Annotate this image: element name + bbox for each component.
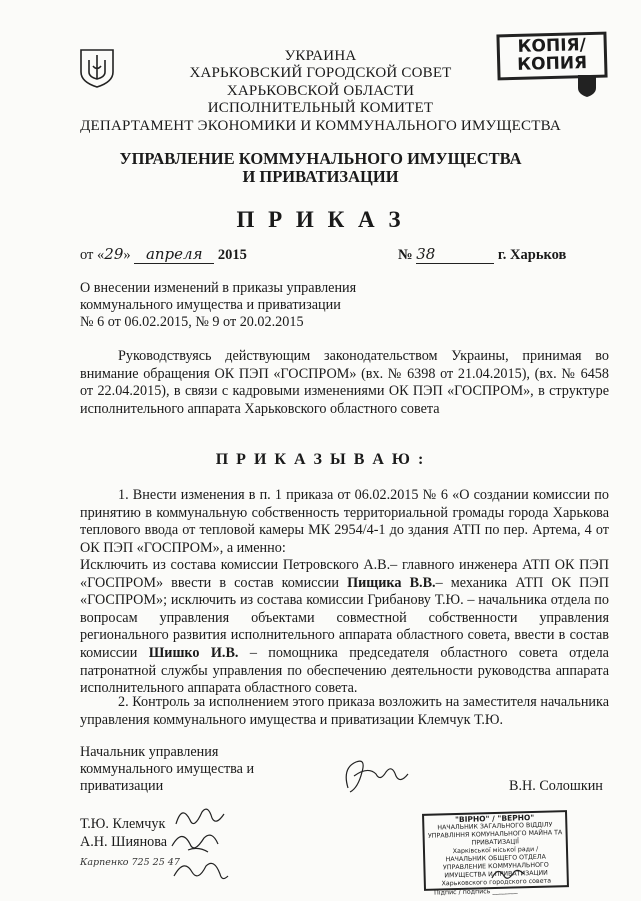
cert-stamp-line6: УПРАВЛЕНИЕ КОММУНАЛЬНОГО ИМУЩЕСТВА И ПРИВАТИЗАЦИИ xyxy=(442,861,549,880)
item1-name-pishchik: Пищика В.В. xyxy=(347,574,436,591)
header-ukraine: УКРАИНА xyxy=(284,48,357,64)
order-city: г. Харьков xyxy=(497,247,567,263)
head-signature xyxy=(338,752,410,798)
approver-klemchuk: Т.Ю. Клемчук xyxy=(80,816,166,832)
item1-intro: 1. Внести изменения в п. 1 приказа от 06.02.2015 № 6 «О создании комиссии по принятию в коммунальную собственность территориальной громады города Харькова теплового ввода от тепловой камеры МК 2954/4-1 до здания АТП по пер. Артема, 4 от ОК ПЭП «ГОСПРОМ», а именно: xyxy=(80,487,609,556)
order-number-line xyxy=(398,245,566,264)
date-line xyxy=(80,245,247,264)
cert-stamp-sign: Підпис / подпись ________ xyxy=(434,887,518,897)
item1-name-shishko: Шишко И.В. xyxy=(148,644,239,661)
department-title-line2: И ПРИВАТИЗАЦИИ xyxy=(242,167,399,186)
approver-shiyanova: А.Н. Шиянова xyxy=(80,834,168,850)
executor-note: Карпенко 725 25 47 xyxy=(80,857,180,868)
subject-line2: коммунального имущества и приватизации xyxy=(80,297,341,313)
signatory-name: В.Н. Солошкин xyxy=(509,778,603,794)
cert-stamp-line1: "ВІРНО" / "ВЕРНО" xyxy=(454,812,535,825)
item1-part1: Исключить из состава комиссии Петровского А.В.– главного инженера АТП ОК ПЭП «ГОСПРОМ» ввести в состав комиссии xyxy=(80,557,609,591)
header-executive-committee: ИСПОЛНИТЕЛЬНЫЙ КОМИТЕТ xyxy=(207,100,434,116)
date-year: 2015 xyxy=(217,247,247,263)
cert-stamp-line5: НАЧАЛЬНИК ОБЩЕГО ОТДЕЛА xyxy=(445,853,546,864)
subject-line1: О внесении изменений в приказы управления xyxy=(80,280,357,296)
cert-stamp-sign-label: Підпис / подпись xyxy=(434,888,491,897)
signatory-title-line3: приватизации xyxy=(80,778,164,794)
subject-line3: № 6 от 06.02.2015, № 9 от 20.02.2015 xyxy=(80,314,304,330)
date-prefix: от « xyxy=(80,247,105,263)
cert-stamp-line3: УПРАВЛІННЯ КОМУНАЛЬНОГО МАЙНА ТА ПРИВАТИЗАЦІЇ xyxy=(427,829,563,847)
department-title-line1: УПРАВЛЕНИЕ КОММУНАЛЬНОГО ИМУЩЕСТВА xyxy=(119,149,522,168)
order-number-prefix: № xyxy=(398,247,413,263)
cert-stamp-line4: Харківської міської ради / xyxy=(452,845,539,856)
copy-stamp-line2: КОПИЯ xyxy=(517,53,588,75)
date-day: 29 xyxy=(104,245,124,263)
order-heading: П Р И К А З Ы В А Ю : xyxy=(215,451,426,468)
item1-part3: – помощника председателя областного совета отдела патронатной службы управления по обеспечению деятельности руководства аппарата исполнительного аппарата областного совета. xyxy=(80,644,609,697)
order-number: 38 xyxy=(416,245,494,264)
date-month: апреля xyxy=(134,245,214,264)
approver-signatures xyxy=(168,800,230,890)
item1-details xyxy=(80,557,609,698)
preamble-paragraph: Руководствуясь действующим законодательством Украины, принимая во внимание обращения ОК ПЭП «ГОСПРОМ» (вх. № 6398 от 21.04.2015), (вх. № 6458 от 22.04.2015), в связи с кадровыми изменениями ОК ПЭП «ГОСПРОМ», в структуре исполнительного аппарата Харьковского областного совета xyxy=(80,348,609,417)
cert-stamp-line7: Харьковского городского совета xyxy=(441,877,552,888)
signatory-title-line2: коммунального имущества и xyxy=(80,761,255,777)
signatory-title-line1: Начальник управления xyxy=(80,744,219,760)
header-region: ХАРЬКОВСКОЙ ОБЛАСТИ xyxy=(226,83,415,99)
cert-stamp-line2: НАЧАЛЬНИК ЗАГАЛЬНОГО ВІДДІЛУ xyxy=(437,821,553,832)
header-city-council: ХАРЬКОВСКИЙ ГОРОДСКОЙ СОВЕТ xyxy=(189,65,452,81)
cert-stamp-signature xyxy=(488,862,528,884)
document-title: П Р И К А З xyxy=(236,207,405,232)
header-department: ДЕПАРТАМЕНТ ЭКОНОМИКИ И КОММУНАЛЬНОГО ИМУЩЕСТВА xyxy=(80,118,561,134)
date-mid: » xyxy=(123,247,131,263)
copy-stamp-line1: КОПІЯ/ xyxy=(517,35,587,57)
item1-part2: – механика АТП ОК ПЭП «ГОСПРОМ»; исключить из состава комиссии Грибанову Т.Ю. – начальника отдела по вопросам управления объектами совместной собственности управления регионального развития исполнительного аппарата областного совета, ввести в состав комиссии xyxy=(80,574,609,661)
item2-paragraph: 2. Контроль за исполнением этого приказа возложить на заместителя начальника управления коммунального имущества и приватизации Клемчук Т.Ю. xyxy=(80,694,609,728)
